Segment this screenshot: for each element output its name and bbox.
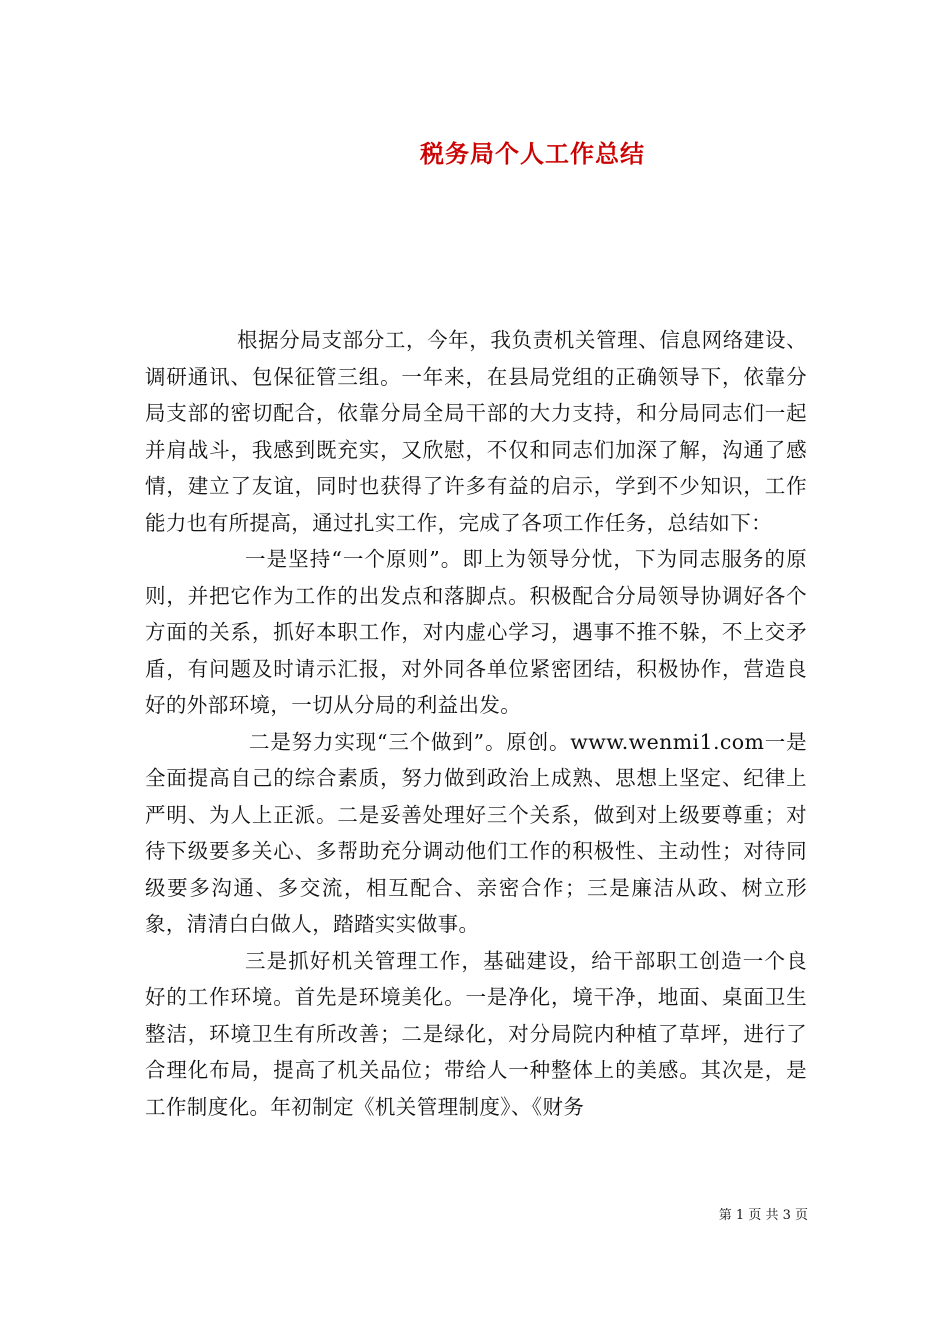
document-body: [145, 322, 807, 1125]
paragraph-office-management: 三是抓好机关管理工作，基础建设，给干部职工创造一个良好的工作环境。首先是环境美化。一是净化，境干净，地面、桌面卫生整洁，环境卫生有所改善；二是绿化，对分局院内种植了草坪，进行了合理化布局，提高了机关品位；带给人一种整体上的美感。其次是，是工作制度化。年初制定《机关管理制度》、《财务: [145, 948, 807, 1119]
page-number: 第 1 页 共 3 页: [718, 1208, 808, 1223]
paragraph-three-achievements: 二是努力实现“三个做到”。原创。www.wenmi1.com一是全面提高自己的综合素质，努力做到政治上成熟、思想上坚定、纪律上严明、为人上正派。二是妥善处理好三个关系，做到对上级要尊重；对待下级要多关心、多帮助充分调动他们工作的积极性、主动性；对待同级要多沟通、多交流，相互配合、亲密合作；三是廉洁从政、树立形象，清清白白做人，踏踏实实做事。: [145, 729, 807, 936]
paragraph-intro: 根据分局支部分工，今年，我负责机关管理、信息网络建设、调研通讯、包保征管三组。一年来，在县局党组的正确领导下，依靠分局支部的密切配合，依靠分局全局干部的大力支持，和分局同志们一起并肩战斗，我感到既充实，又欣慰，不仅和同志们加深了解，沟通了感情，建立了友谊，同时也获得了许多有益的启示，学到不少知识，工作能力也有所提高，通过扎实工作，完成了各项工作任务，总结如下：: [145, 328, 807, 535]
document-title: 税务局个人工作总结: [420, 139, 645, 168]
paragraph-principle: 一是坚持“一个原则”。即上为领导分忧，下为同志服务的原则，并把它作为工作的出发点和落脚点。积极配合分局领导协调好各个方面的关系，抓好本职工作，对内虚心学习，遇事不推不躲，不上交矛盾，有问题及时请示汇报，对外同各单位紧密团结，积极协作，营造良好的外部环境，一切从分局的利益出发。: [145, 547, 807, 717]
